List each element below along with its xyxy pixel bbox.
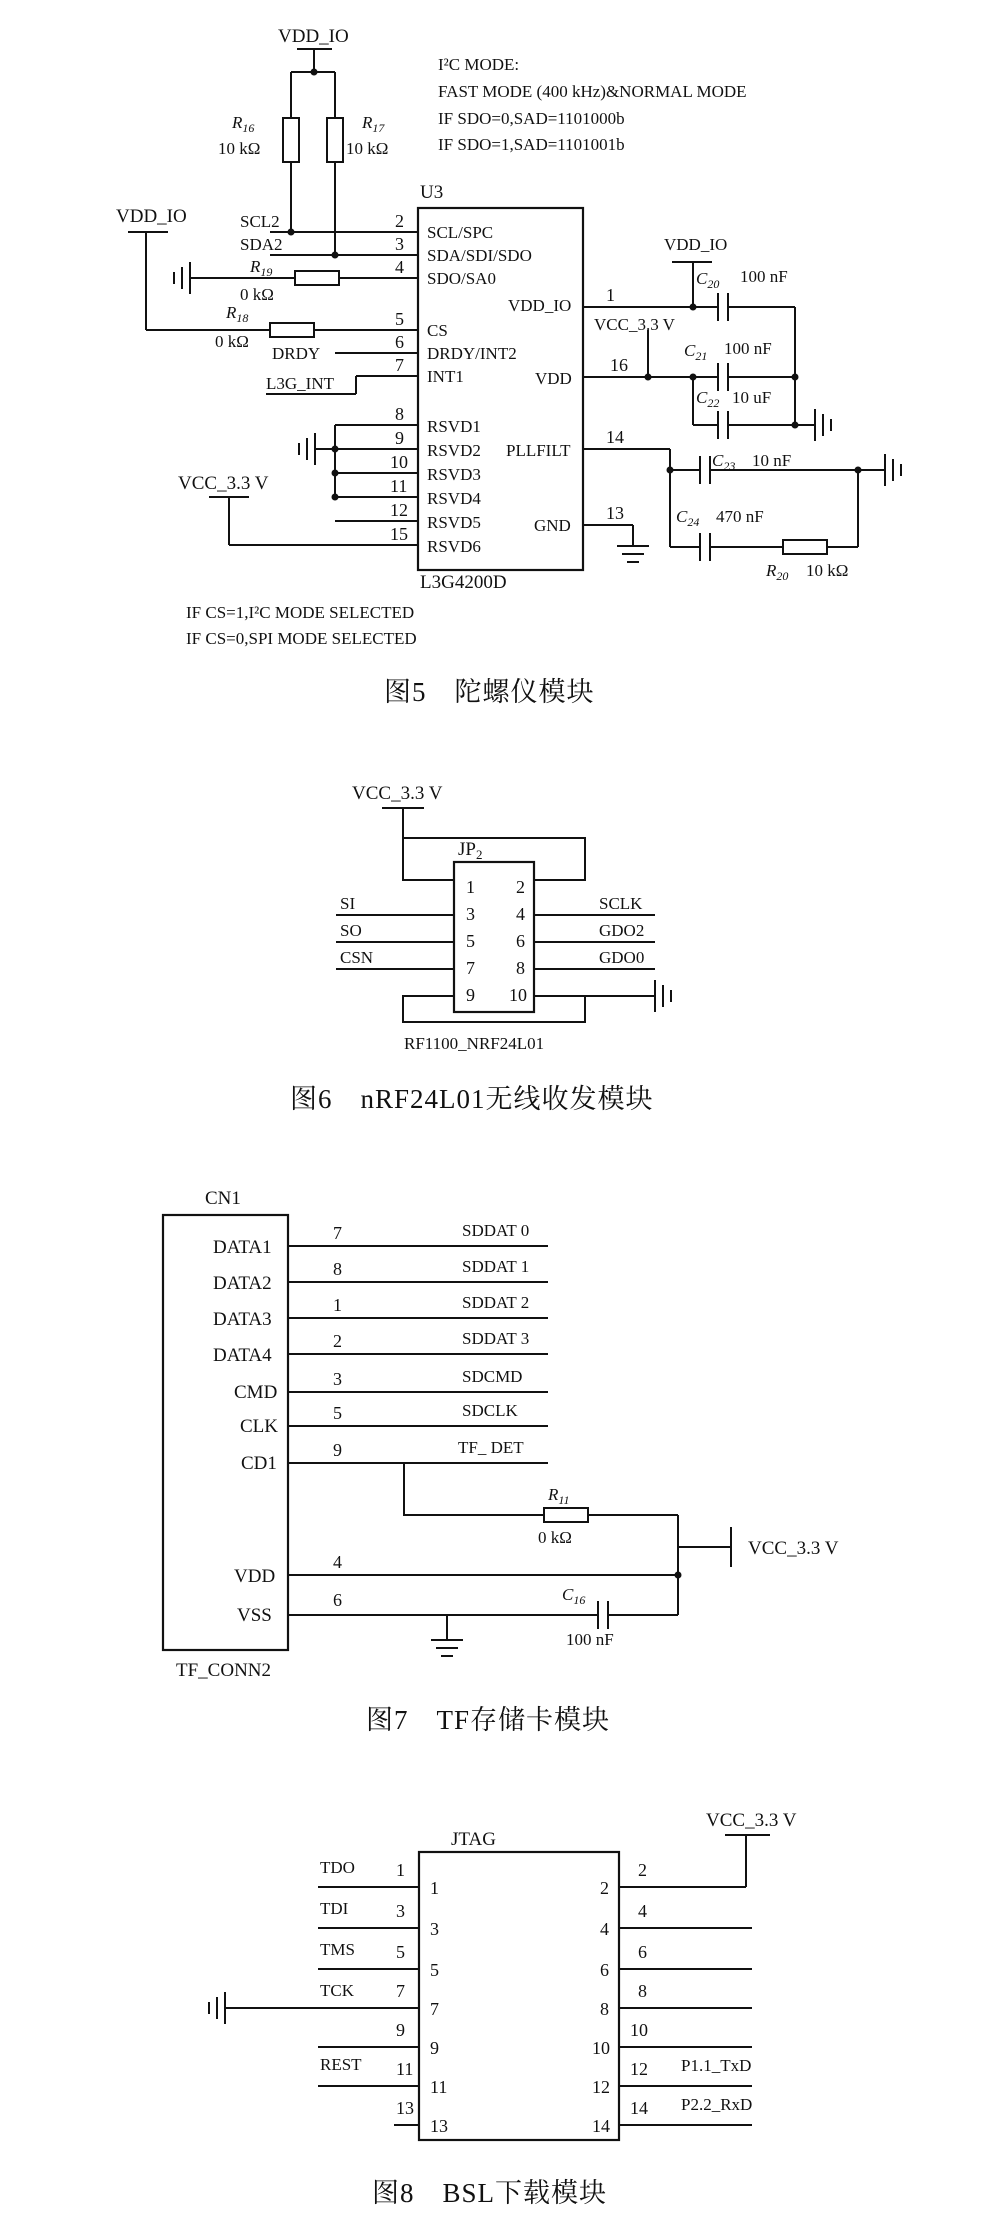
pin-num-inner: 5 xyxy=(430,1960,439,1980)
junction-dot xyxy=(332,470,339,477)
resistor-r20 xyxy=(783,540,827,554)
chip-left-pins xyxy=(116,206,532,556)
pin-num-inner: 12 xyxy=(592,2077,610,2097)
pin-name: CLK xyxy=(240,1416,278,1437)
wire xyxy=(403,838,585,880)
pin-name: RSVD2 xyxy=(427,441,481,460)
r16-value: 10 kΩ xyxy=(218,139,261,158)
wire xyxy=(403,838,454,880)
c23-value: 10 nF xyxy=(752,451,792,470)
pin-num-inner: 11 xyxy=(430,2077,448,2097)
r20-value: 10 kΩ xyxy=(806,561,849,580)
figure-7-tf-card xyxy=(163,1188,839,1735)
pin-name: VDD xyxy=(234,1566,276,1587)
c21-value: 100 nF xyxy=(724,339,772,358)
pin-num: 4 xyxy=(638,1901,647,1921)
pin-num: 7 xyxy=(333,1223,342,1243)
r20-ref: $R_{20}$ xyxy=(766,561,789,583)
header-pin: 1 xyxy=(466,877,475,897)
net-label: SCLK xyxy=(599,894,643,913)
pin-num-inner: 6 xyxy=(600,1960,609,1980)
c23-ref: $C_{23}$ xyxy=(712,451,736,473)
r19-ref: $R_{19}$ xyxy=(250,257,273,279)
pin-num: 3 xyxy=(333,1369,342,1389)
net-label: TF_ DET xyxy=(458,1438,524,1457)
i2c-mode-notes xyxy=(438,55,747,154)
figure-8-caption: 图8 BSL下载模块 xyxy=(372,2178,608,2208)
figure-8-bsl-jtag xyxy=(209,1810,797,2208)
pin-name: RSVD4 xyxy=(427,489,481,508)
pin-name: DATA2 xyxy=(213,1273,272,1294)
pin-num-inner: 4 xyxy=(600,1919,609,1939)
pin-num: 7 xyxy=(395,355,404,375)
signal-label: REST xyxy=(320,2055,362,2074)
net-label: GDO2 xyxy=(599,921,645,940)
header-pin: 8 xyxy=(516,958,525,978)
pin-num: 3 xyxy=(395,234,404,254)
pin-num: 13 xyxy=(396,2098,414,2118)
chip-ref-u3: U3 xyxy=(420,182,444,203)
wire xyxy=(404,1463,544,1515)
figure-5-gyro xyxy=(116,26,901,707)
c24-value: 470 nF xyxy=(716,507,764,526)
r11-value: 0 kΩ xyxy=(538,1528,572,1547)
header-pin: 5 xyxy=(466,931,475,951)
pin-num: 2 xyxy=(638,1860,647,1880)
pin-num: 1 xyxy=(396,1860,405,1880)
vcc-left-label: VCC_3.3 V xyxy=(178,473,269,494)
c16-value: 100 nF xyxy=(566,1630,614,1649)
pin-name: RSVD3 xyxy=(427,465,481,484)
c20-ref: $C_{20}$ xyxy=(696,269,720,291)
pin-num: 6 xyxy=(638,1942,647,1962)
resistor-r19 xyxy=(295,271,339,285)
pin-num-inner: 3 xyxy=(430,1919,439,1939)
jtag-connector-body xyxy=(419,1852,619,2140)
pin-name: GND xyxy=(534,516,571,535)
net-vcc: VCC_3.3 V xyxy=(594,315,675,334)
c22-ref: $C_{22}$ xyxy=(696,388,720,410)
tf-signal-rows xyxy=(213,1221,548,1474)
pin-name: SDA/SDI/SDO xyxy=(427,246,532,265)
pin-num: 9 xyxy=(333,1440,342,1460)
r11-ref: $R_{11}$ xyxy=(548,1485,570,1507)
jtag-label: JTAG xyxy=(451,1829,496,1850)
pin-num: 4 xyxy=(333,1552,342,1572)
note-line-4: IF SDO=1,SAD=1101001b xyxy=(438,135,625,154)
pin-num: 9 xyxy=(396,2020,405,2040)
pin-num: 5 xyxy=(395,309,404,329)
net-label: SDDAT 0 xyxy=(462,1221,530,1240)
signal-label: TCK xyxy=(320,1981,354,2000)
c16-ref: $C_{16}$ xyxy=(562,1585,586,1607)
figure-6-caption: 图6 nRF24L01无线收发模块 xyxy=(290,1084,654,1114)
vdd-io-right-label: VDD_IO xyxy=(664,235,728,254)
junction-dot xyxy=(311,69,318,76)
net-scl2: SCL2 xyxy=(240,212,280,231)
signal-label: P2.2_RxD xyxy=(681,2095,753,2114)
r17-ref: $R_{17}$ xyxy=(362,113,385,135)
pin-num: 1 xyxy=(606,285,615,305)
net-drdy: DRDY xyxy=(272,344,321,363)
vdd-io-rail-label: VDD_IO xyxy=(278,26,349,47)
pin-num-inner: 13 xyxy=(430,2116,448,2136)
net-label: SDDAT 3 xyxy=(462,1329,530,1348)
cs-note-2: IF CS=0,SPI MODE SELECTED xyxy=(186,629,417,648)
pin-num: 11 xyxy=(396,2059,414,2079)
vcc-rail-label: VCC_3.3 V xyxy=(352,783,443,804)
junction-dot xyxy=(645,374,652,381)
pin-num: 5 xyxy=(396,1942,405,1962)
header-part-name: RF1100_NRF24L01 xyxy=(404,1034,545,1053)
c24-ref: $C_{24}$ xyxy=(676,507,700,529)
c20-value: 100 nF xyxy=(740,267,788,286)
pin-num: 2 xyxy=(395,211,404,231)
net-l3g-int: L3G_INT xyxy=(266,374,334,393)
pin-num: 10 xyxy=(630,2020,648,2040)
resistor-r17 xyxy=(327,118,343,162)
vdd-io-left-label: VDD_IO xyxy=(116,206,187,227)
net-label: SDDAT 2 xyxy=(462,1293,530,1312)
r18-ref: $R_{18}$ xyxy=(226,303,249,325)
chip-part-name: L3G4200D xyxy=(420,572,507,593)
figure-6-nrf24l01 xyxy=(290,783,671,1114)
pin-name: SDO/SA0 xyxy=(427,269,496,288)
pin-name: CS xyxy=(427,321,448,340)
pin-num: 11 xyxy=(390,476,408,496)
pin-name: DATA4 xyxy=(213,1345,272,1366)
pin-num: 7 xyxy=(396,1981,405,2001)
junction-dot xyxy=(675,1572,682,1579)
pin-name: DRDY/INT2 xyxy=(427,344,517,363)
pin-num: 9 xyxy=(395,428,404,448)
resistor-r11 xyxy=(544,1508,588,1522)
pin-num: 6 xyxy=(395,332,404,352)
pin-num: 14 xyxy=(630,2098,648,2118)
pin-num: 8 xyxy=(638,1981,647,2001)
header-pin: 6 xyxy=(516,931,525,951)
net-label: SO xyxy=(340,921,362,940)
signal-label: TDO xyxy=(320,1858,355,1877)
pin-num-inner: 2 xyxy=(600,1878,609,1898)
pin-num: 14 xyxy=(606,427,624,447)
pin-name: PLLFILT xyxy=(506,441,571,460)
pin-name: VDD_IO xyxy=(508,296,572,315)
pin-name: SCL/SPC xyxy=(427,223,494,242)
signal-label: P1.1_TxD xyxy=(681,2056,752,2075)
header-pin: 7 xyxy=(466,958,475,978)
signal-label: TDI xyxy=(320,1899,349,1918)
resistor-r18 xyxy=(270,323,314,337)
pin-num: 10 xyxy=(390,452,408,472)
pin-num: 13 xyxy=(606,503,624,523)
pin-name: CD1 xyxy=(241,1453,277,1474)
pin-name: RSVD6 xyxy=(427,537,481,556)
junction-dot xyxy=(792,374,799,381)
pin-num: 1 xyxy=(333,1295,342,1315)
header-pin: 2 xyxy=(516,877,525,897)
net-label: GDO0 xyxy=(599,948,645,967)
vcc-rail-label: VCC_3.3 V xyxy=(748,1538,839,1559)
pin-name: VDD xyxy=(535,369,572,388)
header-pin: 10 xyxy=(509,985,527,1005)
note-line-3: IF SDO=0,SAD=1101000b xyxy=(438,109,625,128)
net-sda2: SDA2 xyxy=(240,235,283,254)
junction-dot xyxy=(332,494,339,501)
vcc-rail-label: VCC_3.3 V xyxy=(706,1810,797,1831)
chip-right-pins xyxy=(506,285,693,562)
cs-note-1: IF CS=1,I²C MODE SELECTED xyxy=(186,603,415,622)
pin-num-inner: 10 xyxy=(592,2038,610,2058)
pin-num: 5 xyxy=(333,1403,342,1423)
pin-num: 3 xyxy=(396,1901,405,1921)
pin-num: 16 xyxy=(610,355,628,375)
figure-7-caption: 图7 TF存储卡模块 xyxy=(366,1705,611,1735)
pin-name: INT1 xyxy=(427,367,464,386)
pin-num: 15 xyxy=(390,524,408,544)
net-label: SDDAT 1 xyxy=(462,1257,530,1276)
net-label: SDCMD xyxy=(462,1367,523,1386)
pin-name: DATA1 xyxy=(213,1237,272,1258)
c22-value: 10 uF xyxy=(732,388,772,407)
decoupling-network xyxy=(664,235,901,583)
r18-value: 0 kΩ xyxy=(215,332,249,351)
connector-part: TF_CONN2 xyxy=(176,1660,272,1681)
pin-num: 4 xyxy=(395,257,404,277)
net-label: CSN xyxy=(340,948,374,967)
wire xyxy=(403,996,585,1022)
header-pin: 9 xyxy=(466,985,475,1005)
header-pin: 3 xyxy=(466,904,475,924)
junction-dot xyxy=(332,252,339,259)
pin-num-inner: 1 xyxy=(430,1878,439,1898)
pin-name: VSS xyxy=(237,1605,272,1626)
pin-num: 6 xyxy=(333,1590,342,1610)
connector-ref: CN1 xyxy=(205,1188,241,1209)
note-line-1: I²C MODE: xyxy=(438,55,520,74)
pin-num: 2 xyxy=(333,1331,342,1351)
r16-ref: $R_{16}$ xyxy=(232,113,255,135)
figure-5-caption: 图5 陀螺仪模块 xyxy=(384,677,595,707)
pin-num-inner: 9 xyxy=(430,2038,439,2058)
signal-label: TMS xyxy=(320,1940,355,1959)
pin-num-inner: 8 xyxy=(600,1999,609,2019)
pin-name: RSVD1 xyxy=(427,417,481,436)
net-label: SDCLK xyxy=(462,1401,518,1420)
r17-value: 10 kΩ xyxy=(346,139,389,158)
pin-name: CMD xyxy=(234,1382,278,1403)
pin-name: DATA3 xyxy=(213,1309,272,1330)
pin-num: 8 xyxy=(395,404,404,424)
pin-num: 12 xyxy=(630,2059,648,2079)
jtag-right-pins xyxy=(592,1860,752,2136)
header-pin: 4 xyxy=(516,904,525,924)
jtag-left-pins xyxy=(209,1858,448,2136)
pin-name: RSVD5 xyxy=(427,513,481,532)
pin-num: 12 xyxy=(390,500,408,520)
r19-value: 0 kΩ xyxy=(240,285,274,304)
pin-num-inner: 14 xyxy=(592,2116,610,2136)
pin-num-inner: 7 xyxy=(430,1999,439,2019)
note-line-2: FAST MODE (400 kHz)&NORMAL MODE xyxy=(438,82,747,101)
header-ref: $JP_2$ xyxy=(458,839,483,862)
junction-dot xyxy=(332,446,339,453)
pin-num: 8 xyxy=(333,1259,342,1279)
c21-ref: $C_{21}$ xyxy=(684,341,708,363)
resistor-r16 xyxy=(283,118,299,162)
net-label: SI xyxy=(340,894,356,913)
